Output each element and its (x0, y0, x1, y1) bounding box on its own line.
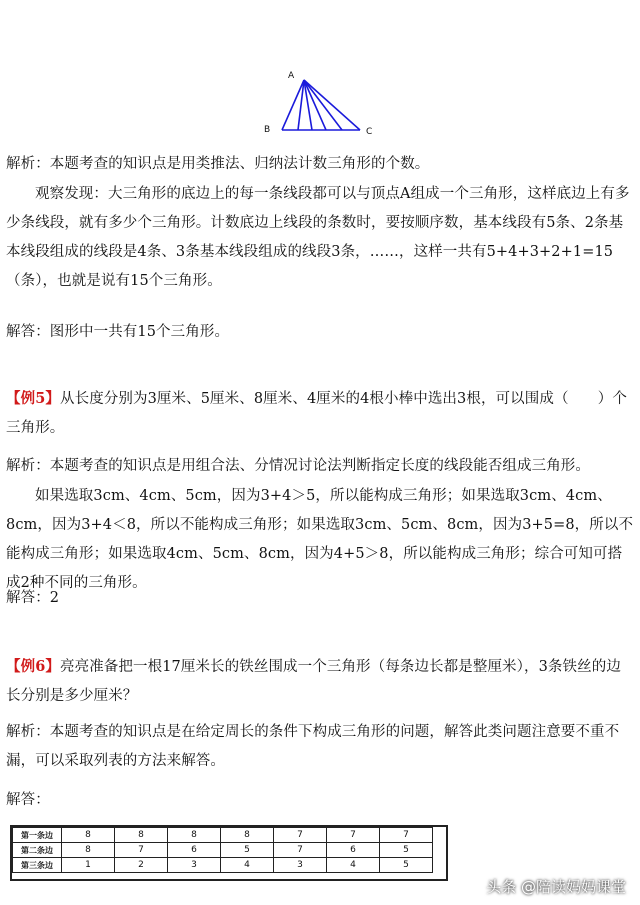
example-6 (6, 652, 634, 711)
example-5 (6, 384, 634, 443)
answer-1: 解答：图形中一共有15个三角形。 (6, 324, 230, 340)
example-5-text: 从长度分别为3厘米、5厘米、8厘米、4厘米的4根小棒中选出3根，可以围成（ ）个三角形。 (6, 391, 627, 436)
table-cell: 8 (168, 828, 221, 843)
table-cell: 8 (62, 828, 115, 843)
row-header: 第二条边 (13, 843, 62, 858)
example-6-label: 【例6】 (6, 658, 60, 675)
table-cell: 5 (380, 843, 433, 858)
observation-paragraph: 观察发现：大三角形的底边上的每一条线段都可以与顶点A组成一个三角形，这样底边上有多少条线段，就有多少个三角形。计数底边上线段的条数时，要按顺序数，基本线段有5条、2条基本线段组成的线段是4条、3条基本线段组成的线段3条，……，这样一共有5+4+3+2+1=15（条），也就是说有15个三角形。 (6, 186, 630, 289)
analysis-6: 解析：本题考查的知识点是在给定周长的条件下构成三角形的问题，解答此类问题注意要不重不漏，可以采取列表的方法来解答。 (6, 724, 620, 769)
table-row (13, 843, 433, 858)
triangle-figure (258, 66, 378, 138)
detail-5: 如果选取3cm、4cm、5cm，因为3+4＞5，所以能构成三角形；如果选取3cm、4cm、8cm，因为3+4＜8，所以不能构成三角形；如果选取3cm、5cm、8cm，因为3+5=8，所以不能构成三角形；如果选取4cm、5cm、8cm，因为4+5＞8，所以能构成三角形；综合可知可搭成2种不同的三角形。 (6, 488, 634, 591)
table-cell: 7 (274, 828, 327, 843)
table-cell: 5 (380, 858, 433, 873)
row-header: 第一条边 (13, 828, 62, 843)
row-header: 第三条边 (13, 858, 62, 873)
vertex-label-a: A (288, 71, 295, 81)
table-row (13, 828, 433, 843)
table-cell: 4 (221, 858, 274, 873)
table-cell: 6 (327, 843, 380, 858)
answer-6: 解答： (6, 792, 50, 808)
table-cell: 4 (327, 858, 380, 873)
table-cell: 8 (115, 828, 168, 843)
table-cell: 3 (168, 858, 221, 873)
example-6-text: 亮亮准备把一根17厘米长的铁丝围成一个三角形（每条边长都是整厘米），3条铁丝的边长分别是多少厘米？ (6, 659, 621, 704)
side-length-table (12, 827, 433, 873)
table-cell: 7 (115, 843, 168, 858)
table-cell: 2 (115, 858, 168, 873)
table-cell: 7 (274, 843, 327, 858)
vertex-label-b: B (264, 125, 271, 135)
table-cell: 5 (221, 843, 274, 858)
triangle-segment (304, 80, 360, 130)
example-5-label: 【例5】 (6, 390, 60, 407)
answer-5: 解答：2 (6, 590, 60, 606)
watermark: 头条 @陪读妈妈课堂 (486, 878, 626, 896)
analysis-5: 解析：本题考查的知识点是用组合法、分情况讨论法判断指定长度的线段能否组成三角形。 (6, 458, 590, 474)
table-cell: 8 (62, 843, 115, 858)
table-cell: 3 (274, 858, 327, 873)
table-cell: 7 (380, 828, 433, 843)
table-cell: 8 (221, 828, 274, 843)
vertex-label-c: C (366, 127, 373, 137)
table-row (13, 858, 433, 873)
analysis-1: 解析：本题考查的知识点是用类推法、归纳法计数三角形的个数。 (6, 156, 430, 172)
table-cell: 6 (168, 843, 221, 858)
table-cell: 7 (327, 828, 380, 843)
table-cell: 1 (62, 858, 115, 873)
